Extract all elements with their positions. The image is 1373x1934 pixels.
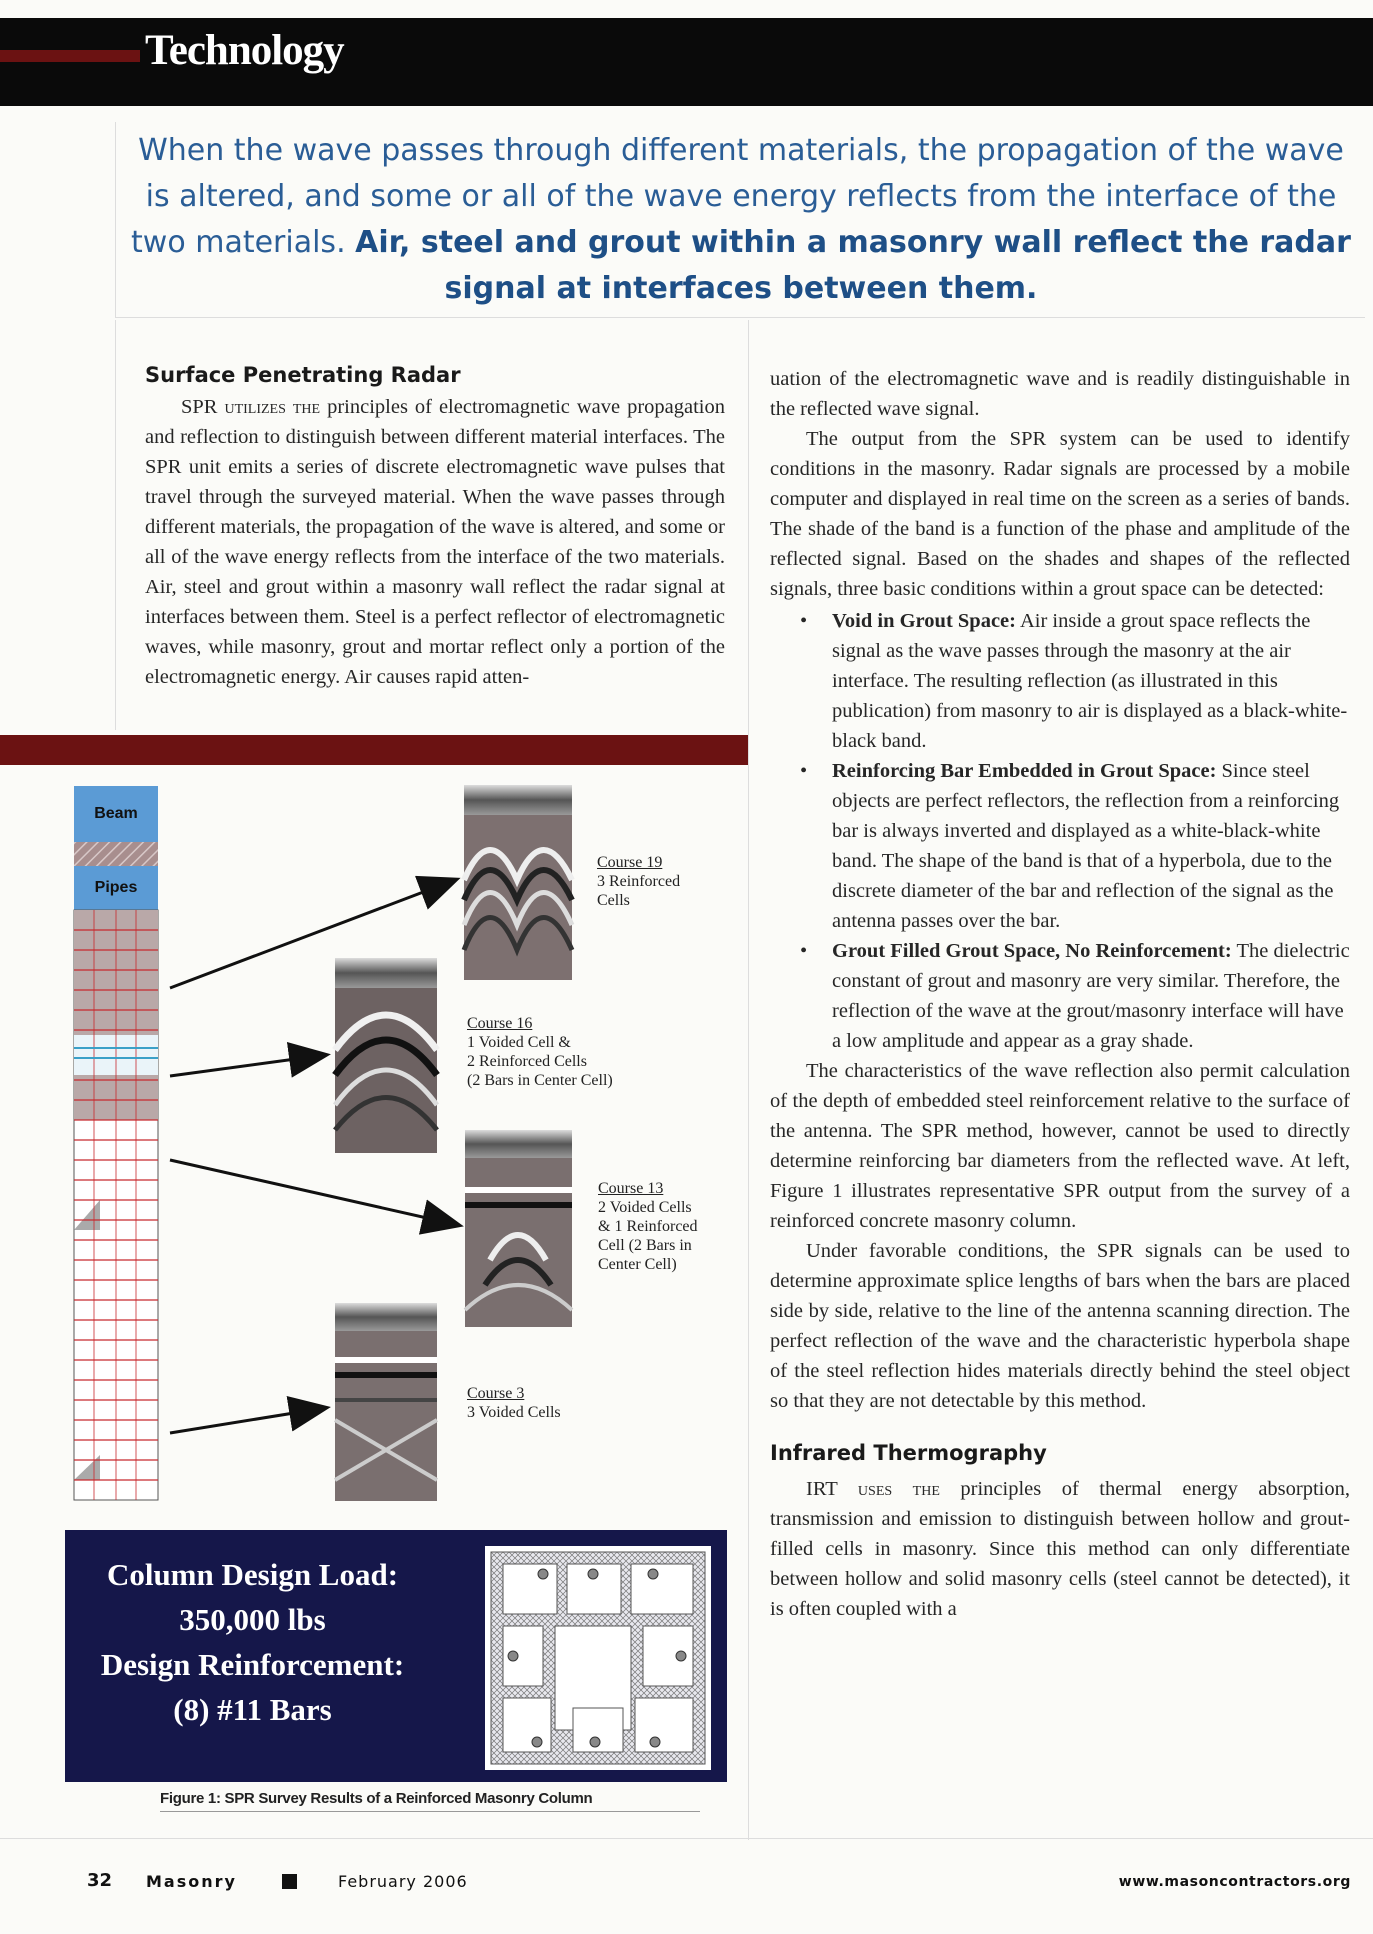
beam-label: Beam [94,805,138,822]
figure-caption: Figure 1: SPR Survey Results of a Reinforced Masonry Column [160,1790,700,1812]
design-load-box [65,1530,727,1782]
magazine-name: Masonry [146,1872,237,1891]
issue-date: February 2006 [338,1872,468,1891]
pipes-label: Pipes [94,879,138,896]
page-number: 32 [87,1870,113,1891]
course-title: Course 16 [467,1015,533,1032]
course-line: (2 Bars in Center Cell) [467,1072,613,1089]
course-line: Center Cell) [598,1256,677,1273]
list-item-term: Void in Grout Space: [832,610,1016,632]
list-item-text: Since steel objects are perfect reflectors, the reflection from a reinforcing bar is always inverted and displayed as a white-black-white band. The shape of the band is that of a hyperbola, due to the discrete diameter of the bar and reflection of the signal as the antenna passes over the bar. [832,760,1340,932]
paragraph: Under favorable conditions, the SPR signals can be used to determine approximate splice lengths of bars when the bars are placed side by side, relative to the line of the antenna scanning direction. The perfect reflection of the wave and the characteristic hyperbola shape of the steel reflection hides materials directly behind the steel object so that they are not detectable by this method. [770,1240,1350,1412]
course-label [598,1179,698,1274]
paragraph: The output from the SPR system can be used to identify conditions in the masonry. Radar signals are processed by a mobile computer and displayed in real time on the screen as a series of bands. The shade of the band is a function of the phase and amplitude of the reflected signal. Based on the shades and shapes of the reflected signals, three basic conditions within a grout space can be detected: [770,428,1350,600]
course-line: & 1 Reinforced [598,1218,698,1235]
separator-square-icon [282,1874,297,1889]
course-title: Course 3 [467,1385,525,1402]
list-item [770,756,1350,936]
design-reinforcement-value: (8) #11 Bars [173,1692,332,1727]
design-text [65,1552,440,1732]
course-line: Cells [597,892,630,909]
design-load-value: 350,000 lbs [179,1602,326,1637]
figure-divider-band [0,735,748,765]
course-title: Course 13 [598,1180,664,1197]
course-label [467,1014,613,1090]
header-accent [0,50,140,62]
paragraph-body: principles of electromagnetic wave propagation and reflection to distinguish between different material interfaces. The SPR unit emits a series of discrete electromagnetic wave pulses that travel through the surveyed material. When the wave passes through different materials, the propagation of the wave is altered, and some or all of the wave energy reflects from the interface of the two materials. Air, steel and grout within a masonry wall reflect the radar signal at interfaces between them. Steel is a perfect reflector of electromagnetic waves, while masonry, grout and mortar reflect only a portion of the electromagnetic energy. Air causes rapid atten- [145,396,725,688]
section-title: Technology [145,27,344,74]
paragraph: uation of the electromagnetic wave and is readily distinguishable in the reflected wave signal. [770,368,1350,420]
footer-divider [0,1838,1373,1839]
right-column [770,364,1350,1624]
list-item-text: The dielectric constant of grout and masonry are very similar. Therefore, the reflection of the wave at the grout/masonry interface will have a low amplitude and appear as a gray shade. [832,940,1350,1052]
pull-quote-emphasis: Air, steel and grout within a masonry wall reflect the radar signal at interfaces between them. [355,225,1351,306]
arrow [170,1160,458,1225]
list-item-term: Grout Filled Grout Space, No Reinforcement: [832,940,1232,962]
course-line: 2 Reinforced Cells [467,1053,587,1070]
radar-panel-3 [335,1303,437,1501]
design-reinforcement-label: Design Reinforcement: [100,1647,405,1682]
course-title: Course 19 [597,854,663,871]
paragraph: The characteristics of the wave reflection also permit calculation of the depth of embedded steel reinforcement relative to the surface of the antenna. The SPR method, however, cannot be used to directly determine reinforcing bar diameters from the reflected wave. At left, Figure 1 illustrates representative SPR output from the survey of a reinforced concrete masonry column. [770,1060,1350,1232]
radar-panel-19 [464,785,572,980]
design-load-label: Column Design Load: [106,1557,399,1592]
course-label [597,853,680,910]
course-label [467,1384,561,1422]
paragraph-body: principles of thermal energy absorption, transmission and emission to distinguish between hollow and grout-filled cells in masonry. Since this method can only differentiate between hollow and solid masonry cells (steel cannot be detected), it is often coupled with a [770,1478,1350,1620]
list-item [770,606,1350,756]
radar-panel-13 [465,1130,572,1327]
lead-in: IRT uses the [806,1478,940,1500]
paragraph [770,1474,1350,1624]
list-item [770,936,1350,1056]
section-heading-spr: Surface Penetrating Radar [145,363,461,387]
section-heading-irt: Infrared Thermography [770,1441,1047,1465]
condition-list [770,606,1350,1056]
arrow [170,1408,325,1433]
column-cross-section [485,1546,711,1770]
radar-panel-16 [335,958,437,1153]
pull-quote-text: When the wave passes through different materials, the propagation of the wave is altered, and some or all of the wave energy reflects from the interface of the two materials. [131,133,1344,260]
course-line: 2 Voided Cells [598,1199,692,1216]
course-line: 1 Voided Cell & [467,1034,571,1051]
paragraph [145,392,725,692]
course-line: 3 Voided Cells [467,1404,561,1421]
pull-quote [115,122,1365,318]
website-link[interactable]: www.masoncontractors.org [1118,1874,1351,1890]
lead-in: SPR utilizes the [181,396,321,418]
hatched-block [74,842,158,866]
left-divider [115,320,116,730]
list-item-term: Reinforcing Bar Embedded in Grout Space: [832,760,1217,782]
left-column [145,360,725,692]
course-line: Cell (2 Bars in [598,1237,692,1254]
column-elevation [74,786,158,1500]
course-line: 3 Reinforced [597,873,681,890]
list-item-text: Air inside a grout space reflects the signal as the wave passes through the masonry at the air interface. The resulting reflection (as illustrated in this publication) from masonry to air is displayed as a black-white-black band. [832,610,1348,752]
column-divider [748,320,749,1840]
arrow [170,1055,325,1076]
